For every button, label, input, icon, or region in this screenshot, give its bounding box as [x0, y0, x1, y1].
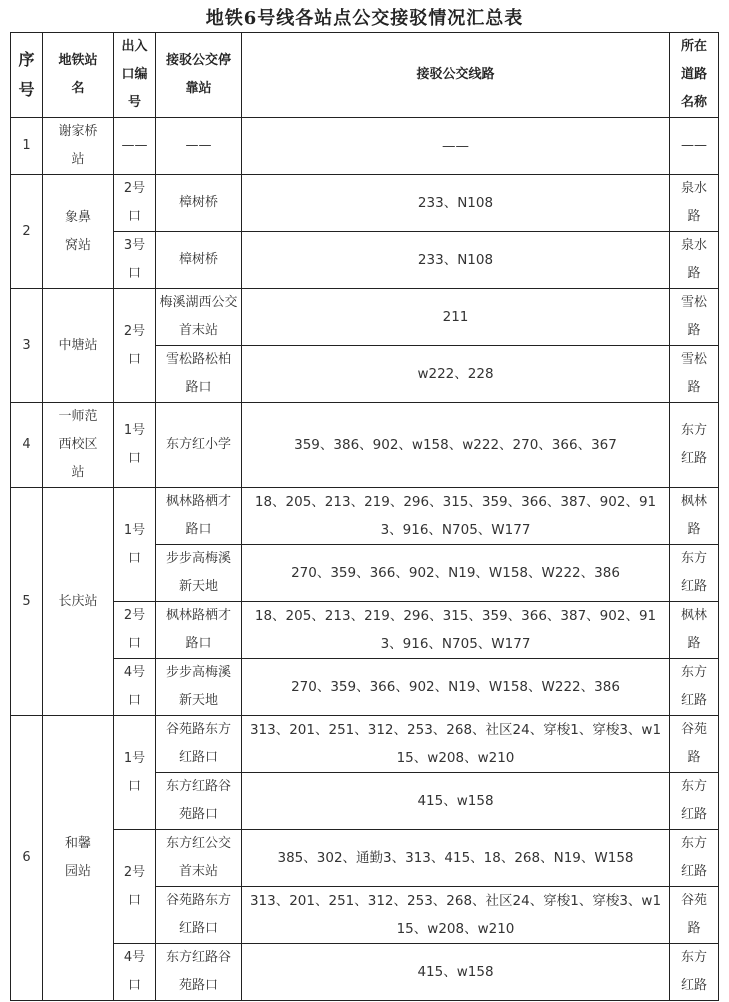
- station-cell: 谢家桥站: [43, 118, 114, 175]
- stop-cell: 东方红路谷苑路口: [156, 944, 242, 1001]
- lines-cell: 385、302、通勤3、313、415、18、268、N19、W158: [242, 830, 670, 887]
- stop-cell: 东方红小学: [156, 403, 242, 488]
- header-lines: 接驳公交线路: [242, 33, 670, 118]
- lines-cell: 270、359、366、902、N19、W158、W222、386: [242, 659, 670, 716]
- header-stop: 接驳公交停靠站: [156, 33, 242, 118]
- exit-cell: 2号口: [114, 175, 156, 232]
- stop-cell: 东方红公交首末站: [156, 830, 242, 887]
- lines-cell: 233、N108: [242, 175, 670, 232]
- lines-cell: 211: [242, 289, 670, 346]
- station-cell: 一师范西校区站: [43, 403, 114, 488]
- stop-cell: 樟树桥: [156, 175, 242, 232]
- header-row: [11, 33, 719, 118]
- road-cell: 东方红路: [670, 659, 719, 716]
- seq-cell: 4: [11, 403, 43, 488]
- stop-cell: 步步高梅溪新天地: [156, 659, 242, 716]
- table-row: [11, 118, 719, 175]
- seq-cell: 6: [11, 716, 43, 1001]
- lines-cell: 313、201、251、312、253、268、社区24、穿梭1、穿梭3、w115、w208、w210: [242, 716, 670, 773]
- road-cell: ——: [670, 118, 719, 175]
- stop-cell: 梅溪湖西公交首末站: [156, 289, 242, 346]
- table-row: [11, 403, 719, 488]
- seq-cell: 2: [11, 175, 43, 289]
- road-cell: 雪松路: [670, 346, 719, 403]
- exit-cell: 4号口: [114, 944, 156, 1001]
- header-exit: 出入口编号: [114, 33, 156, 118]
- lines-cell: 270、359、366、902、N19、W158、W222、386: [242, 545, 670, 602]
- table-row: [11, 602, 719, 659]
- seq-cell: 5: [11, 488, 43, 716]
- table-row: [11, 175, 719, 232]
- table-row: [11, 232, 719, 289]
- stop-cell: 雪松路松柏路口: [156, 346, 242, 403]
- lines-cell: 415、w158: [242, 944, 670, 1001]
- station-cell: 象鼻窝站: [43, 175, 114, 289]
- exit-cell: 3号口: [114, 232, 156, 289]
- exit-cell: 1号口: [114, 488, 156, 602]
- stop-cell: ——: [156, 118, 242, 175]
- station-cell: 长庆站: [43, 488, 114, 716]
- lines-cell: 18、205、213、219、296、315、359、366、387、902、913、916、N705、W177: [242, 602, 670, 659]
- stop-cell: 东方红路谷苑路口: [156, 773, 242, 830]
- stop-cell: 枫林路栖才路口: [156, 602, 242, 659]
- lines-cell: 18、205、213、219、296、315、359、366、387、902、913、916、N705、W177: [242, 488, 670, 545]
- bus-transfer-table: [10, 32, 719, 1001]
- road-cell: 泉水路: [670, 232, 719, 289]
- stop-cell: 樟树桥: [156, 232, 242, 289]
- header-seq: 序号: [11, 33, 43, 118]
- seq-cell: 3: [11, 289, 43, 403]
- road-cell: 东方红路: [670, 944, 719, 1001]
- stop-cell: 谷苑路东方红路口: [156, 716, 242, 773]
- table-row: [11, 289, 719, 346]
- lines-cell: ——: [242, 118, 670, 175]
- exit-cell: 1号口: [114, 403, 156, 488]
- stop-cell: 谷苑路东方红路口: [156, 887, 242, 944]
- lines-cell: 415、w158: [242, 773, 670, 830]
- seq-cell: 1: [11, 118, 43, 175]
- table-row: [11, 488, 719, 545]
- road-cell: 雪松路: [670, 289, 719, 346]
- road-cell: 东方红路: [670, 773, 719, 830]
- table-row: [11, 830, 719, 887]
- road-cell: 枫林路: [670, 488, 719, 545]
- road-cell: 枫林路: [670, 602, 719, 659]
- page-title: 地铁6号线各站点公交接驳情况汇总表: [205, 8, 524, 29]
- lines-cell: 313、201、251、312、253、268、社区24、穿梭1、穿梭3、w115、w208、w210: [242, 887, 670, 944]
- table-row: [11, 716, 719, 773]
- lines-cell: w222、228: [242, 346, 670, 403]
- road-cell: 泉水路: [670, 175, 719, 232]
- lines-cell: 233、N108: [242, 232, 670, 289]
- header-station: 地铁站名: [43, 33, 114, 118]
- station-cell: 中塘站: [43, 289, 114, 403]
- exit-cell: 2号口: [114, 289, 156, 403]
- station-cell: 和馨园站: [43, 716, 114, 1001]
- road-cell: 谷苑路: [670, 716, 719, 773]
- exit-cell: 2号口: [114, 602, 156, 659]
- table-row: [11, 944, 719, 1001]
- road-cell: 东方红路: [670, 830, 719, 887]
- table-row: [11, 659, 719, 716]
- exit-cell: ——: [114, 118, 156, 175]
- road-cell: 东方红路: [670, 545, 719, 602]
- exit-cell: 4号口: [114, 659, 156, 716]
- stop-cell: 枫林路栖才路口: [156, 488, 242, 545]
- exit-cell: 1号口: [114, 716, 156, 830]
- header-road: 所在道路名称: [670, 33, 719, 118]
- exit-cell: 2号口: [114, 830, 156, 944]
- road-cell: 谷苑路: [670, 887, 719, 944]
- road-cell: 东方红路: [670, 403, 719, 488]
- lines-cell: 359、386、902、w158、w222、270、366、367: [242, 403, 670, 488]
- stop-cell: 步步高梅溪新天地: [156, 545, 242, 602]
